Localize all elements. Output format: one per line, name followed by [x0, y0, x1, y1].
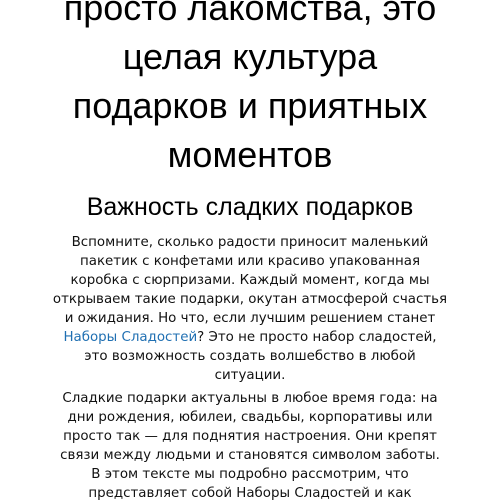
hero-title-line: целая культура	[122, 36, 378, 77]
paragraph-line: просто так — для поднятия настроения. Они крепят	[63, 429, 437, 444]
paragraph-line: Сладкие подарки актуальны в любое время года: на	[62, 391, 438, 406]
paragraph-line: дни рождения, юбилеи, свадьбы, корпоративы или	[67, 410, 433, 425]
paragraph-line: связи между людьми и становятся символом заботы.	[60, 448, 440, 463]
paragraph-line: пакетик с конфетами или красиво упакованная	[80, 254, 420, 269]
paragraph-line: открываем такие подарки, окутан атмосферой счастья	[52, 292, 448, 307]
article-paragraph-2	[22, 389, 478, 500]
article-paragraph-1	[22, 233, 478, 385]
hero-title-line: просто лакомства, это	[63, 0, 437, 28]
paragraph-line: ? Это не просто набор сладостей,	[197, 330, 437, 345]
paragraph-line: ситуации.	[214, 368, 286, 383]
paragraph-line: В этом тексте мы подробно рассмотрим, что	[91, 467, 409, 482]
paragraph-line: и ожидания. Но что, если лучшим решением станет	[64, 311, 436, 326]
hero-title	[0, 0, 500, 179]
hero-title-line: моментов	[167, 134, 333, 175]
paragraph-line: Вспомните, сколько радости приносит маленький	[71, 235, 429, 250]
paragraph-line: представляет собой Наборы Сладостей и как	[88, 486, 412, 500]
paragraph-line: это возможность создать волшебство в любой	[84, 349, 416, 364]
paragraph-line: коробка с сюрпризами. Каждый момент, когда мы	[70, 273, 430, 288]
hero-title-line: подарков и приятных	[72, 85, 428, 126]
sweets-sets-link[interactable]: Наборы Сладостей	[63, 330, 198, 345]
section-heading: Важность сладких подарков	[86, 193, 414, 221]
